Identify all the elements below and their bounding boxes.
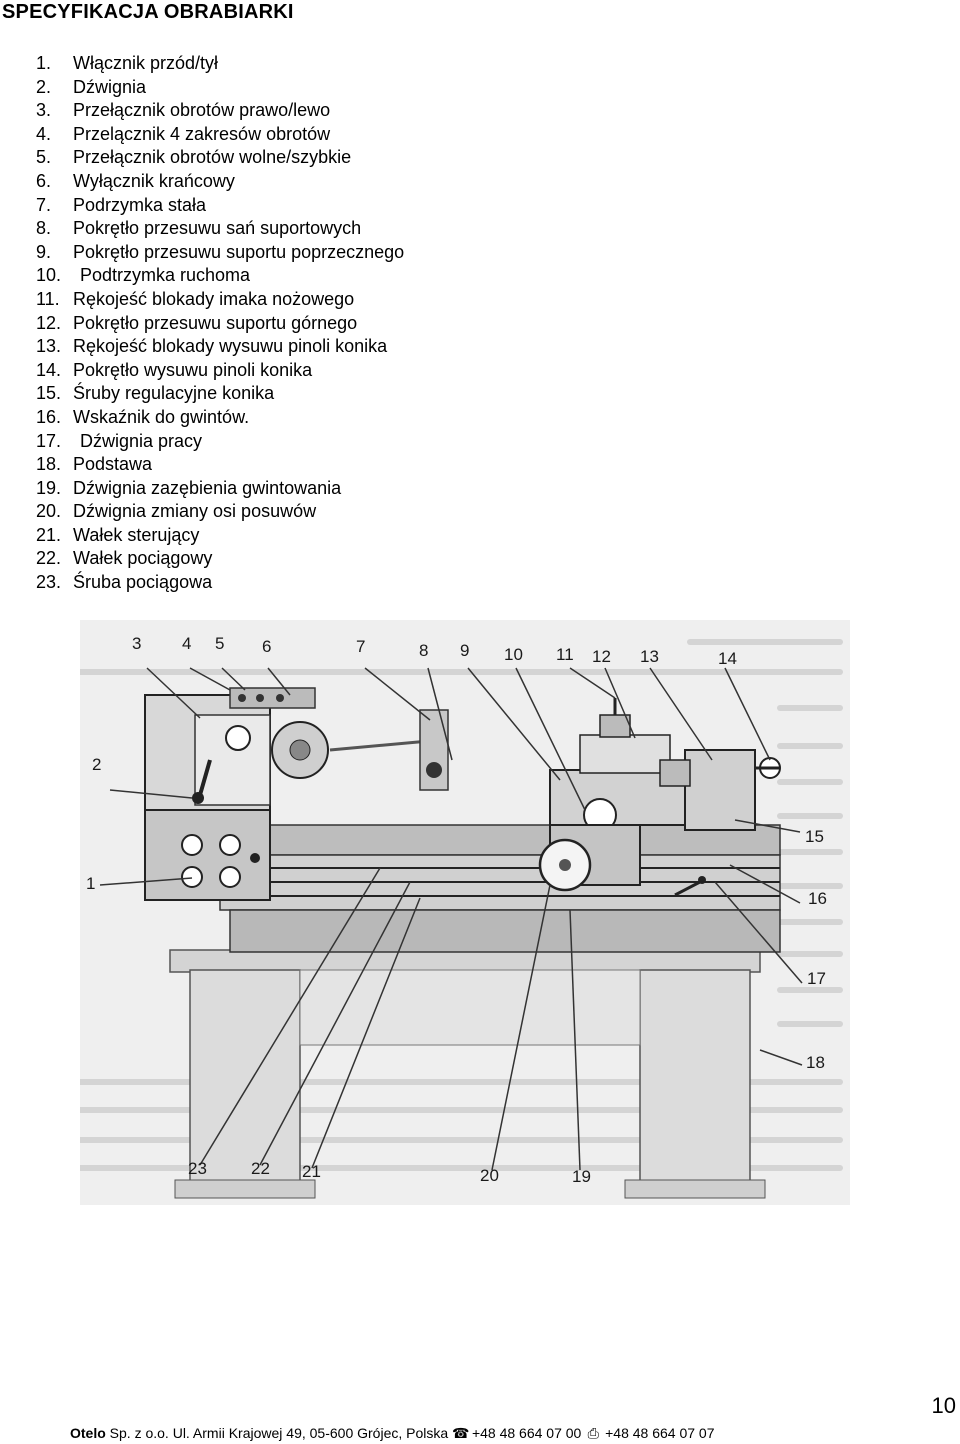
- item-label: Dźwignia zmiany osi posuwów: [73, 501, 317, 522]
- item-number: 20.: [36, 501, 62, 522]
- item-number: 14.: [36, 359, 62, 380]
- page-title: SPECYFIKACJA OBRABIARKI: [2, 1, 294, 23]
- item-number: 10.: [36, 265, 62, 286]
- item-label: Przełącznik obrotów prawo/lewo: [73, 100, 331, 121]
- lathe-drawing: [80, 620, 850, 1205]
- callout-label: 14: [718, 649, 737, 668]
- item-label: Wałek sterujący: [73, 524, 200, 545]
- item-number: 18.: [36, 454, 62, 475]
- item-number: 13.: [36, 336, 62, 357]
- item-label: Rękojeść blokady wysuwu pinoli konika: [73, 336, 388, 357]
- item-label: Podtrzymka ruchoma: [80, 265, 251, 286]
- callout-label: 16: [808, 889, 827, 908]
- item-number: 7.: [36, 194, 52, 215]
- item-label: Przelącznik 4 zakresów obrotów: [73, 123, 331, 144]
- item-number: 4.: [36, 123, 52, 144]
- callout-label: 6: [262, 637, 272, 656]
- footer-fax: +48 48 664 07 07: [605, 1425, 715, 1441]
- callout-label: 13: [640, 647, 659, 666]
- item-label: Dźwignia zazębienia gwintowania: [73, 477, 342, 498]
- callout-label: 5: [215, 634, 225, 653]
- footer-phone: +48 48 664 07 00: [471, 1425, 582, 1441]
- page-number: 10: [931, 1393, 956, 1418]
- callout-label: 12: [592, 647, 611, 666]
- callout-label: 4: [182, 634, 192, 653]
- item-number: 19.: [36, 477, 62, 498]
- item-label: Wałek pociągowy: [73, 548, 213, 569]
- item-number: 6.: [36, 170, 52, 191]
- item-label: Śruby regulacyjne konika: [73, 383, 275, 404]
- phone-icon: ☎: [452, 1425, 470, 1441]
- item-label: Dźwignia pracy: [80, 430, 203, 451]
- item-label: Pokrętło przesuwu sań suportowych: [73, 218, 362, 239]
- item-label: Rękojeść blokady imaka nożowego: [73, 288, 355, 309]
- item-label: Wskaźnik do gwintów.: [73, 406, 250, 427]
- callout-label: 19: [572, 1167, 591, 1186]
- callout-label: 18: [806, 1053, 825, 1072]
- callout-label: 11: [556, 645, 574, 664]
- item-number: 9.: [36, 241, 52, 262]
- footer-brand: Otelo: [70, 1425, 106, 1441]
- callout-label: 10: [504, 645, 523, 664]
- item-number: 11.: [36, 288, 60, 309]
- callout-label: 15: [805, 827, 824, 846]
- item-number: 3.: [36, 100, 52, 121]
- callout-label: 22: [251, 1159, 270, 1178]
- item-label: Pokrętło przesuwu suportu górnego: [73, 312, 358, 333]
- callout-label: 2: [92, 755, 102, 774]
- item-label: Podstawa: [73, 454, 153, 475]
- item-number: 21.: [36, 524, 62, 545]
- item-number: 8.: [36, 218, 52, 239]
- callout-label: 8: [419, 641, 429, 660]
- item-number: 1.: [36, 53, 52, 73]
- callout-label: 3: [132, 634, 142, 653]
- callout-label: 20: [480, 1166, 499, 1185]
- item-number: 5.: [36, 147, 52, 168]
- item-label: Pokrętło przesuwu suportu poprzecznego: [73, 241, 405, 262]
- item-label: Podrzymka stała: [73, 194, 207, 215]
- callout-label: 23: [188, 1159, 207, 1178]
- footer-company: Sp. z o.o. Ul. Armii Krajowej 49, 05-600 Grójec, Polska: [109, 1425, 449, 1441]
- item-number: 15.: [36, 383, 62, 404]
- item-label: Wyłącznik krańcowy: [73, 170, 235, 191]
- fax-icon: ⎙: [587, 1425, 599, 1441]
- footer: [70, 1424, 715, 1442]
- callout-label: 7: [356, 637, 366, 656]
- callout-label: 9: [460, 641, 470, 660]
- item-label: Śruba pociągowa: [73, 572, 213, 593]
- callout-label: 21: [302, 1162, 321, 1181]
- item-number: 17.: [36, 430, 62, 451]
- item-label: Włącznik przód/tył: [73, 53, 219, 73]
- item-number: 22.: [36, 548, 62, 569]
- item-number: 12.: [36, 312, 62, 333]
- item-label: Pokrętło wysuwu pinoli konika: [73, 359, 313, 380]
- item-number: 2.: [36, 76, 52, 97]
- callout-label: 17: [807, 969, 826, 988]
- lathe-figure: [80, 620, 850, 1205]
- item-number: 23.: [36, 572, 62, 593]
- item-number: 16.: [36, 406, 62, 427]
- item-label: Przełącznik obrotów wolne/szybkie: [73, 147, 352, 168]
- callout-label: 1: [86, 874, 96, 893]
- item-label: Dźwignia: [73, 76, 147, 97]
